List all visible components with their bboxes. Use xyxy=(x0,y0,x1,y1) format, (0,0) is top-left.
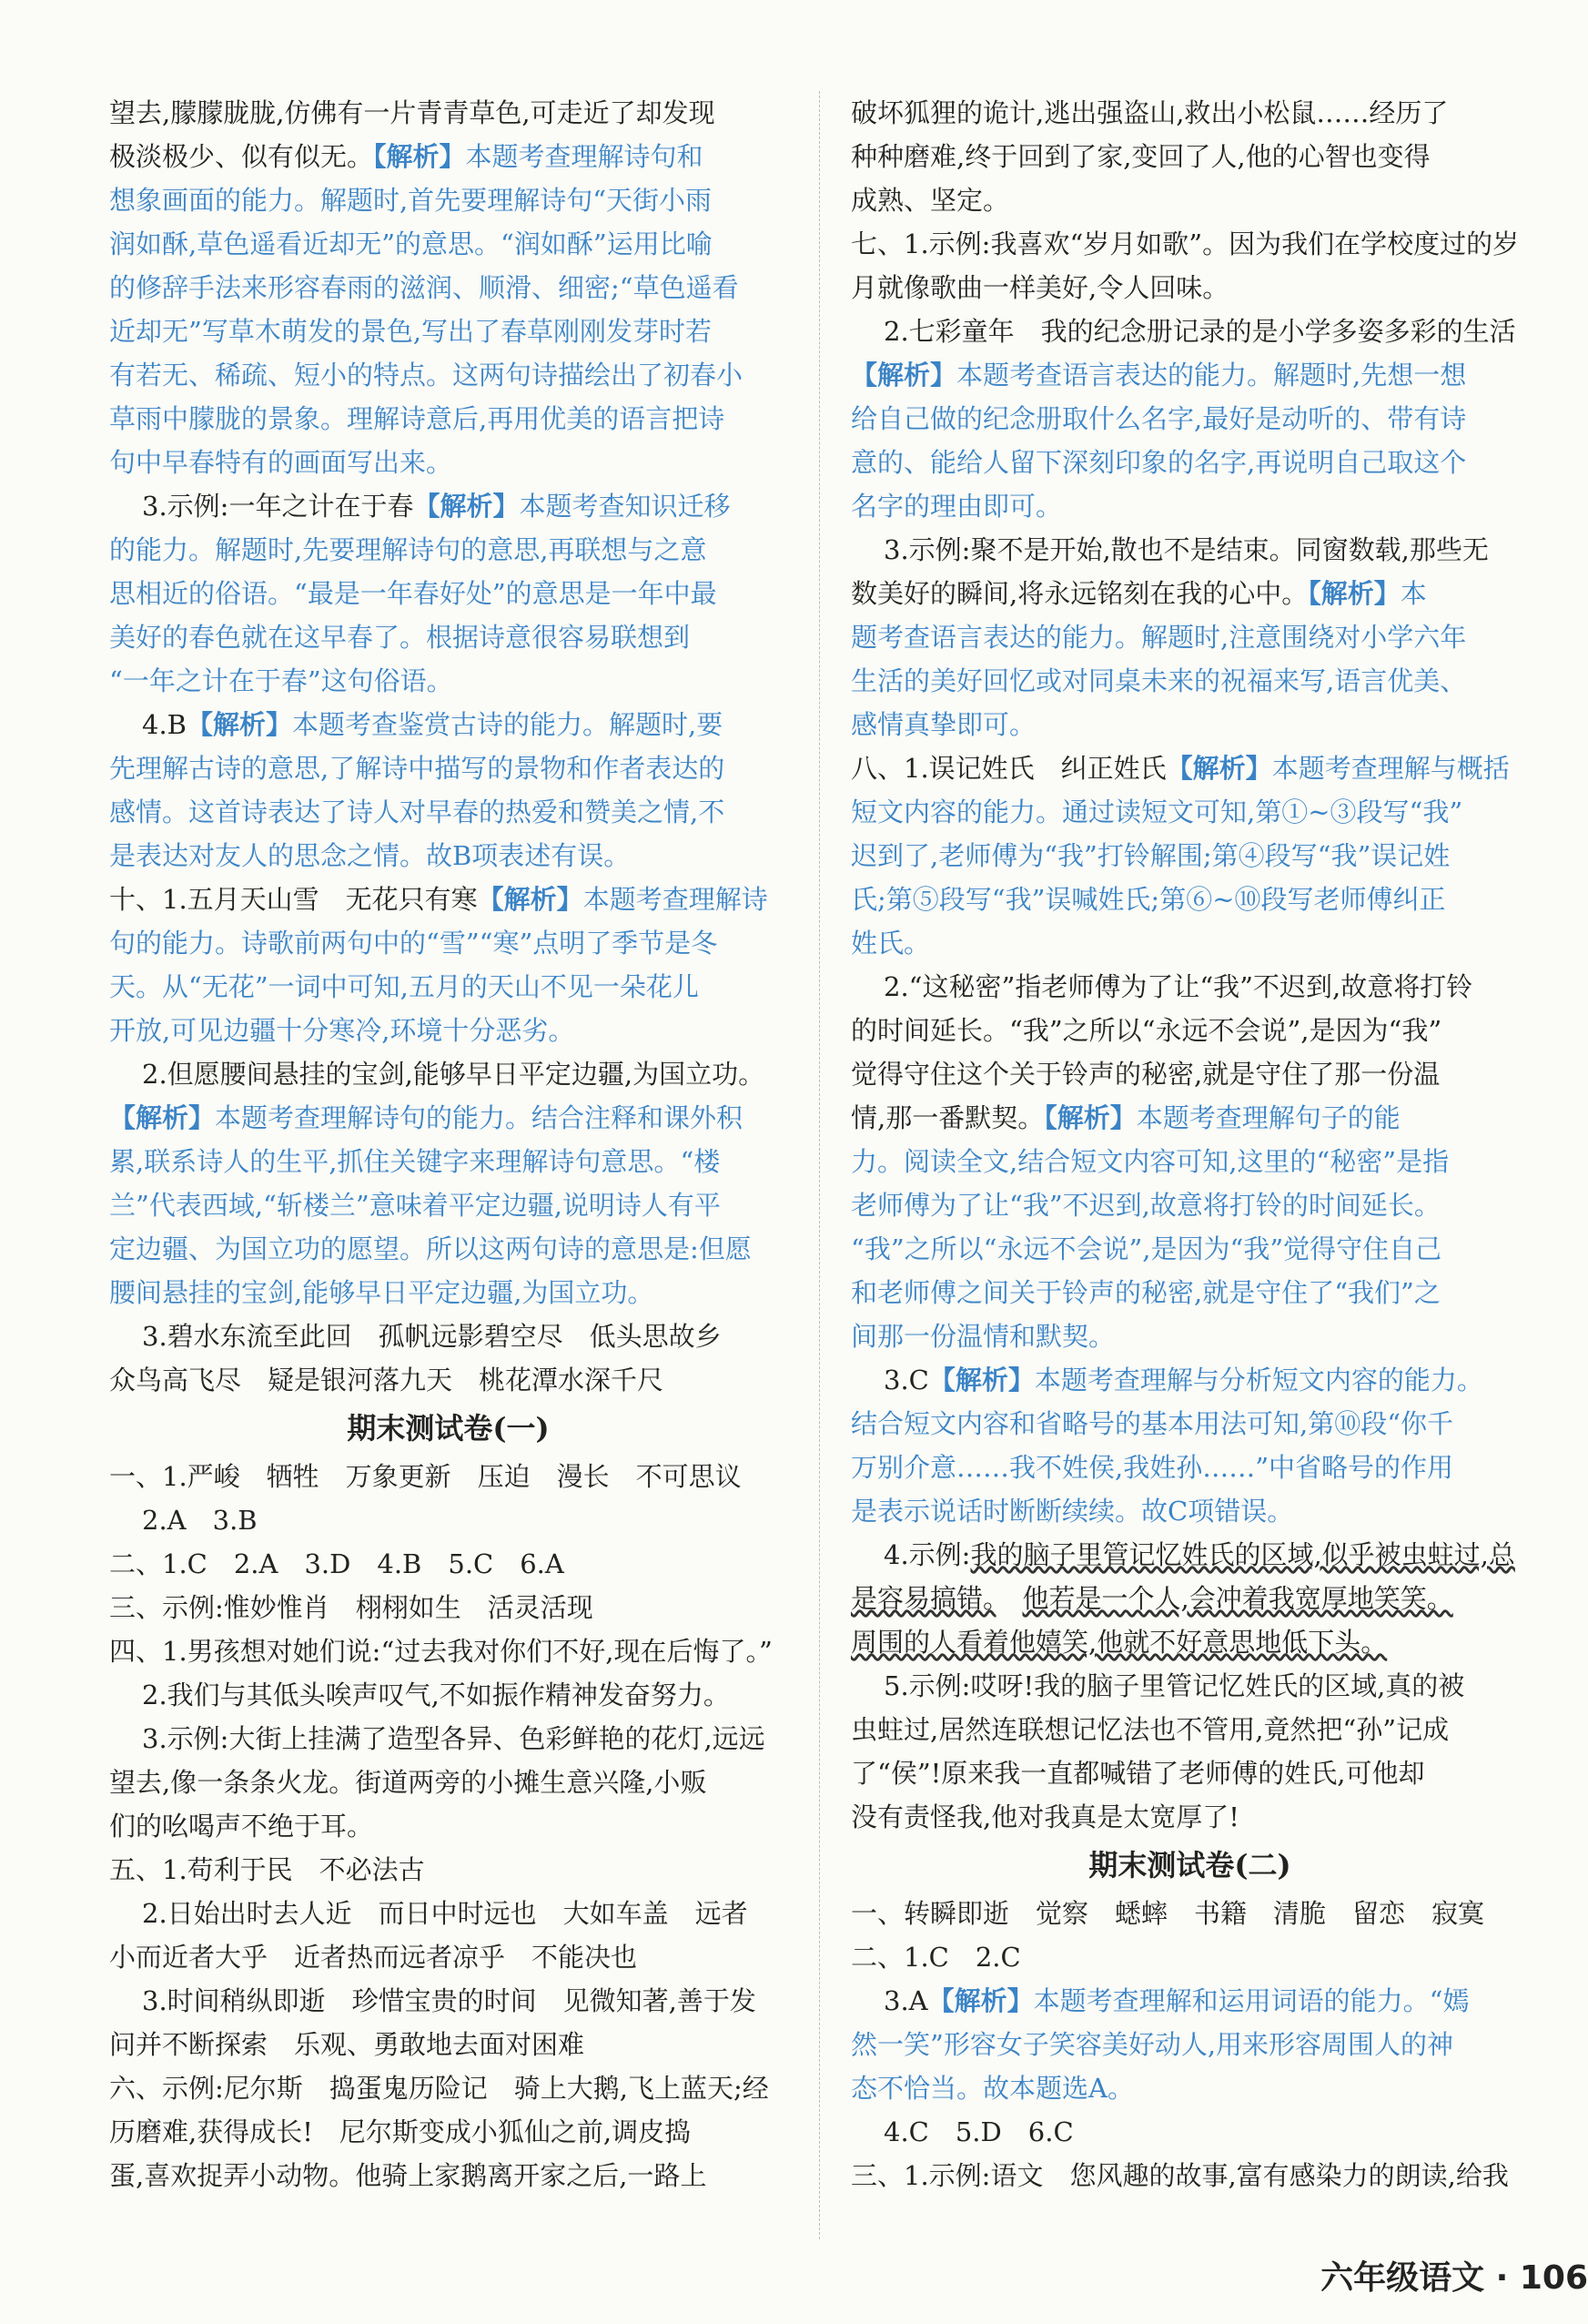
analysis-text: 本题考查理解和运用词语的能力。“嫣 xyxy=(1033,1985,1470,2016)
analysis-text: 有若无、稀疏、短小的特点。这两句诗描绘出了初春小 xyxy=(109,360,743,391)
underlined-text: 是容易搞错。 xyxy=(851,1583,996,1614)
text-line xyxy=(109,2110,787,2154)
analysis-text: 的修辞手法来形容春雨的滋润、顺滑、细密;“草色遥看 xyxy=(109,272,739,303)
text-line xyxy=(109,1629,787,1673)
text-line xyxy=(109,1271,787,1314)
analysis-text: 感情。这首诗表达了诗人对早春的热爱和赞美之情,不 xyxy=(109,797,725,827)
analysis-text: 态不恰当。故本题选A。 xyxy=(851,2073,1134,2104)
analysis-text: 句中早春特有的画面写出来。 xyxy=(109,447,453,478)
text-line xyxy=(109,1848,787,1892)
answer-text: 了“侯”!原来我一直都喊错了老师傅的姓氏,可他却 xyxy=(851,1758,1425,1789)
analysis-text: 结合短文内容和省略号的基本用法可知,第⑩段“你千 xyxy=(851,1408,1454,1439)
text-line xyxy=(851,615,1529,659)
text-line xyxy=(109,1673,787,1717)
text-line xyxy=(851,1577,1529,1620)
right-column xyxy=(851,91,1529,2197)
answer-text: 们的吆喝声不绝于耳。 xyxy=(109,1811,374,1842)
analysis-text: 本题考查理解句子的能 xyxy=(1136,1102,1401,1133)
text-line xyxy=(109,1542,787,1586)
text-line xyxy=(851,1935,1529,1979)
text-line xyxy=(109,790,787,834)
answer-text: 2.A 3.B xyxy=(142,1505,258,1536)
text-line xyxy=(851,1183,1529,1227)
text-line xyxy=(109,91,787,135)
answer-text: 种种磨难,终于回到了家,变回了人,他的心智也变得 xyxy=(851,141,1431,172)
text-line xyxy=(851,441,1529,484)
answer-text: 蛋,喜欢捉弄小动物。他骑上家鹅离开家之后,一路上 xyxy=(109,2160,707,2191)
analysis-text: 感情真挚即可。 xyxy=(851,709,1037,740)
answer-text xyxy=(996,1583,1023,1614)
answer-text: 八、1.误记姓氏 纠正姓氏 xyxy=(851,753,1167,784)
text-line xyxy=(851,746,1529,790)
text-line xyxy=(109,1096,787,1140)
answer-text: 虫蛀过,居然连联想记忆法也不管用,竟然把“孙”记成 xyxy=(851,1714,1450,1745)
answer-text: 七、1.示例:我喜欢“岁月如歌”。因为我们在学校度过的岁 xyxy=(851,228,1520,259)
answer-text: 成熟、坚定。 xyxy=(851,185,1010,216)
text-line xyxy=(851,1751,1529,1795)
analysis-text: 草雨中朦胧的景象。理解诗意后,再用优美的语言把诗 xyxy=(109,403,725,434)
answer-text: 数美好的瞬间,将永远铭刻在我的心中。 xyxy=(851,578,1309,609)
answer-text: 望去,朦朦胧胧,仿佛有一片青青草色,可走近了却发现 xyxy=(109,97,715,128)
text-line xyxy=(109,1183,787,1227)
analysis-text: 间那一份温情和默契。 xyxy=(851,1321,1116,1352)
analysis-text: 迟到了,老师傅为“我”打铃解围;第④段写“我”误记姓 xyxy=(851,840,1451,871)
text-line xyxy=(851,703,1529,746)
text-line xyxy=(109,615,787,659)
analysis-text: 思相近的俗语。“最是一年春好处”的意思是一年中最 xyxy=(109,578,717,609)
text-line xyxy=(851,878,1529,921)
analysis-text: 是表示说话时断断续续。故C项错误。 xyxy=(851,1496,1294,1527)
answer-text: 3.示例:聚不是开始,散也不是结束。同窗数载,那些无 xyxy=(884,534,1489,565)
text-line xyxy=(109,353,787,397)
text-line xyxy=(109,1761,787,1804)
answer-text: 三、1.示例:语文 您风趣的故事,富有感染力的朗读,给我 xyxy=(851,2160,1509,2191)
analysis-text: 本题考查理解与概括 xyxy=(1271,753,1510,784)
analysis-text: 和老师傅之间关于铃声的秘密,就是守住了“我们”之 xyxy=(851,1277,1441,1308)
answer-text: 六、示例:尼尔斯 捣蛋鬼历险记 骑上大鹅,飞上蓝天;经 xyxy=(109,2073,769,2104)
analysis-text: 累,联系诗人的生平,抓住关键字来理解诗句意思。“楼 xyxy=(109,1146,721,1177)
answer-text: 三、示例:惟妙惟肖 栩栩如生 活灵活现 xyxy=(109,1592,593,1623)
text-line xyxy=(109,703,787,746)
analysis-text: 短文内容的能力。通过读短文可知,第①~③段写“我” xyxy=(851,797,1463,827)
text-line xyxy=(851,1009,1529,1052)
text-line xyxy=(109,2154,787,2197)
page-footer: 六年级语文 · 106 xyxy=(1320,2259,1588,2297)
column-divider xyxy=(819,91,820,2239)
left-column xyxy=(109,91,787,2197)
answer-text: 3.碧水东流至此回 孤帆远影碧空尽 低头思故乡 xyxy=(142,1321,722,1352)
text-line xyxy=(109,266,787,310)
text-line xyxy=(109,1717,787,1761)
text-line xyxy=(851,1271,1529,1314)
analysis-tag: 【解析】 xyxy=(851,360,957,391)
section-title: 期末测试卷(二) xyxy=(1088,1848,1291,1883)
answer-text: 十、1.五月天山雪 无花只有寒 xyxy=(109,884,478,915)
text-line xyxy=(109,1358,787,1402)
text-line xyxy=(851,834,1529,878)
text-line xyxy=(109,2066,787,2110)
text-line xyxy=(109,1052,787,1096)
analysis-text: 定边疆、为国立功的愿望。所以这两句诗的意思是:但愿 xyxy=(109,1233,752,1264)
text-line xyxy=(851,2154,1529,2197)
answer-text: 2.“这秘密”指老师傅为了让“我”不迟到,故意将打铃 xyxy=(884,971,1473,1002)
text-line xyxy=(851,178,1529,222)
analysis-text: 题考查语言表达的能力。解题时,注意围绕对小学六年 xyxy=(851,622,1467,653)
text-line xyxy=(109,441,787,484)
answer-text: 五、1.苟利于民 不必法古 xyxy=(109,1854,425,1885)
answer-text: 众鸟高飞尽 疑是银河落九天 桃花潭水深千尺 xyxy=(109,1365,664,1395)
text-line xyxy=(109,2023,787,2066)
text-line xyxy=(851,1979,1529,2023)
text-line xyxy=(851,397,1529,441)
analysis-text: 氏;第⑤段写“我”误喊姓氏;第⑥~⑩段写老师傅纠正 xyxy=(851,884,1446,915)
analysis-tag: 【解析】 xyxy=(1308,578,1401,609)
text-line xyxy=(851,1402,1529,1446)
text-line xyxy=(109,1140,787,1183)
analysis-text: 本题考查理解诗 xyxy=(582,884,768,915)
text-line xyxy=(109,921,787,965)
analysis-text: 本题考查理解诗句和 xyxy=(465,141,703,172)
answer-text: 极淡极少、似有似无。 xyxy=(109,141,374,172)
answer-text: 小而近者大乎 近者热而远者凉乎 不能决也 xyxy=(109,1942,638,1973)
analysis-tag: 【解析】 xyxy=(1044,1102,1137,1133)
answer-text: 5.示例:哎呀!我的脑子里管记忆姓氏的区域,真的被 xyxy=(884,1670,1465,1701)
answer-text: 的时间延长。“我”之所以“永远不会说”,是因为“我” xyxy=(851,1015,1442,1046)
answer-text: 2.我们与其低头唉声叹气,不如振作精神发奋努力。 xyxy=(142,1680,730,1710)
answer-text: 2.但愿腰间悬挂的宝剑,能够早日平定边疆,为国立功。 xyxy=(142,1059,765,1090)
text-line xyxy=(851,921,1529,965)
analysis-text: 开放,可见边疆十分寒冷,环境十分恶劣。 xyxy=(109,1015,575,1046)
analysis-text: 想象画面的能力。解题时,首先要理解诗句“天街小雨 xyxy=(109,185,713,216)
analysis-text: 润如酥,草色遥看近却无”的意思。“润如酥”运用比喻 xyxy=(109,228,713,259)
analysis-text: 腰间悬挂的宝剑,能够早日平定边疆,为国立功。 xyxy=(109,1277,654,1308)
analysis-text: 本题考查语言表达的能力。解题时,先想一想 xyxy=(956,360,1467,391)
analysis-tag: 【解析】 xyxy=(1166,753,1272,784)
analysis-text: 生活的美好回忆或对同桌未来的祝福来写,语言优美、 xyxy=(851,665,1467,696)
text-line xyxy=(109,965,787,1009)
text-line xyxy=(851,790,1529,834)
text-line xyxy=(851,659,1529,703)
text-line xyxy=(109,1935,787,1979)
text-line xyxy=(851,1227,1529,1271)
analysis-text: 老师傅为了让“我”不迟到,故意将打铃的时间延长。 xyxy=(851,1190,1441,1221)
analysis-text: 的能力。解题时,先要理解诗句的意思,再联想与之意 xyxy=(109,534,707,565)
text-line xyxy=(851,2066,1529,2110)
analysis-tag: 【解析】 xyxy=(477,884,583,915)
analysis-text: 然一笑”形容女子笑容美好动人,用来形容周围人的神 xyxy=(851,2029,1454,2060)
analysis-text: 姓氏。 xyxy=(851,928,931,959)
analysis-text: 给自己做的纪念册取什么名字,最好是动听的、带有诗 xyxy=(851,403,1467,434)
underlined-text: 我的脑子里管记忆姓氏的区域,似乎被虫蛀过,总 xyxy=(970,1539,1515,1570)
answer-text: 望去,像一条条火龙。街道两旁的小摊生意兴隆,小贩 xyxy=(109,1767,707,1798)
text-line xyxy=(109,484,787,528)
answer-text: 4.C 5.D 6.C xyxy=(884,2116,1074,2147)
analysis-tag: 【解析】 xyxy=(373,141,466,172)
analysis-text: 美好的春色就在这早春了。根据诗意很容易联想到 xyxy=(109,622,691,653)
text-line xyxy=(851,1489,1529,1533)
text-line xyxy=(851,135,1529,178)
answer-text: 2.日始出时去人近 而日中时远也 大如车盖 远者 xyxy=(142,1898,748,1929)
analysis-text: 天。从“无花”一词中可知,五月的天山不见一朵花儿 xyxy=(109,971,699,1002)
text-line xyxy=(851,222,1529,266)
text-line xyxy=(851,2110,1529,2154)
underlined-text: 他若是一个人,会冲着我宽厚地笑笑。 xyxy=(1022,1583,1453,1614)
text-line xyxy=(851,2023,1529,2066)
text-line xyxy=(851,1358,1529,1402)
text-line xyxy=(851,1314,1529,1358)
analysis-text: 近却无”写草木萌发的景色,写出了春草刚刚发芽时若 xyxy=(109,316,713,347)
text-line xyxy=(109,1314,787,1358)
text-line xyxy=(109,1009,787,1052)
text-line xyxy=(109,1586,787,1629)
text-line xyxy=(851,91,1529,135)
answer-text: 没有责怪我,他对我真是太宽厚了! xyxy=(851,1801,1239,1832)
analysis-text: 本 xyxy=(1400,578,1427,609)
underlined-text: 周围的人看着他嬉笑,他就不好意思地低下头。 xyxy=(851,1627,1388,1658)
answer-text: 二、1.C 2.C xyxy=(851,1942,1021,1973)
text-line xyxy=(851,1446,1529,1489)
analysis-tag: 【解析】 xyxy=(186,709,292,740)
text-line xyxy=(851,1140,1529,1183)
text-line xyxy=(109,1227,787,1271)
answer-text: 3.C xyxy=(884,1365,929,1395)
answer-text: 月就像歌曲一样美好,令人回味。 xyxy=(851,272,1229,303)
text-line xyxy=(109,1498,787,1542)
analysis-text: 万别介意……我不姓侯,我姓孙……”中省略号的作用 xyxy=(851,1452,1454,1483)
answer-text: 一、转瞬即逝 觉察 蟋蟀 书籍 清脆 留恋 寂寞 xyxy=(851,1898,1485,1929)
text-line xyxy=(851,572,1529,615)
analysis-tag: 【解析】 xyxy=(928,1365,1035,1395)
text-line xyxy=(851,1533,1529,1577)
text-line xyxy=(109,878,787,921)
answer-text: 二、1.C 2.A 3.D 4.B 5.C 6.A xyxy=(109,1548,564,1579)
text-line xyxy=(851,1096,1529,1140)
answer-text: 历磨难,获得成长! 尼尔斯变成小狐仙之前,调皮捣 xyxy=(109,2116,692,2147)
answer-text: 3.示例:大街上挂满了造型各异、色彩鲜艳的花灯,远远 xyxy=(142,1723,765,1754)
text-line xyxy=(851,1052,1529,1096)
answer-text: 一、1.严峻 牺牲 万象更新 压迫 漫长 不可思议 xyxy=(109,1461,742,1492)
analysis-text: 力。阅读全文,结合短文内容可知,这里的“秘密”是指 xyxy=(851,1146,1450,1177)
text-line xyxy=(109,310,787,353)
text-line xyxy=(109,1455,787,1498)
answer-text: 情,那一番默契。 xyxy=(851,1102,1045,1133)
text-line xyxy=(851,353,1529,397)
text-line xyxy=(851,266,1529,310)
analysis-text: 先理解古诗的意思,了解诗中描写的景物和作者表达的 xyxy=(109,753,725,784)
text-line xyxy=(851,1708,1529,1751)
analysis-text: 本题考查理解与分析短文内容的能力。 xyxy=(1034,1365,1483,1395)
text-line xyxy=(109,397,787,441)
analysis-tag: 【解析】 xyxy=(927,1985,1034,2016)
answer-text: 破坏狐狸的诡计,逃出强盗山,救出小松鼠……经历了 xyxy=(851,97,1449,128)
text-line xyxy=(851,1892,1529,1935)
analysis-text: 本题考查知识迁移 xyxy=(519,491,731,522)
analysis-tag: 【解析】 xyxy=(413,491,520,522)
answer-text: 4.示例: xyxy=(884,1539,971,1570)
text-line xyxy=(109,178,787,222)
text-line xyxy=(109,135,787,178)
answer-text: 觉得守住这个关于铃声的秘密,就是守住了那一份温 xyxy=(851,1059,1441,1090)
section-title: 期末测试卷(一) xyxy=(347,1411,550,1446)
analysis-text: “我”之所以“永远不会说”,是因为“我”觉得守住自己 xyxy=(851,1233,1442,1264)
analysis-text: 意的、能给人留下深刻印象的名字,再说明自己取这个 xyxy=(851,447,1467,478)
text-line xyxy=(109,528,787,572)
analysis-text: 名字的理由即可。 xyxy=(851,491,1063,522)
text-line xyxy=(851,1620,1529,1664)
text-line xyxy=(851,1795,1529,1839)
analysis-text: 本题考查鉴赏古诗的能力。解题时,要 xyxy=(292,709,723,740)
text-line xyxy=(109,834,787,878)
answer-text: 3.示例:一年之计在于春 xyxy=(142,491,414,522)
text-line xyxy=(109,222,787,266)
answer-text: 3.A xyxy=(884,1985,928,2016)
text-line xyxy=(109,659,787,703)
text-line xyxy=(109,746,787,790)
analysis-text: 句的能力。诗歌前两句中的“雪”“寒”点明了季节是冬 xyxy=(109,928,718,959)
answer-text: 3.时间稍纵即逝 珍惜宝贵的时间 见微知著,善于发 xyxy=(142,1985,756,2016)
answer-text: 问并不断探索 乐观、勇敢地去面对困难 xyxy=(109,2029,585,2060)
text-line xyxy=(109,1804,787,1848)
answer-text: 四、1.男孩想对她们说:“过去我对你们不好,现在后悔了。” xyxy=(109,1636,773,1667)
text-line xyxy=(851,965,1529,1009)
analysis-text: 本题考查理解诗句的能力。结合注释和课外积 xyxy=(215,1102,743,1133)
analysis-text: 兰”代表西域,“斩楼兰”意味着平定边疆,说明诗人有平 xyxy=(109,1190,721,1221)
text-line xyxy=(109,1892,787,1935)
text-line xyxy=(109,1979,787,2023)
answer-text: 4.B xyxy=(142,709,187,740)
text-line xyxy=(851,310,1529,353)
text-line xyxy=(109,572,787,615)
text-line xyxy=(851,1664,1529,1708)
analysis-text: 是表达对友人的思念之情。故B项表述有误。 xyxy=(109,840,631,871)
analysis-text: “一年之计在于春”这句俗语。 xyxy=(109,665,453,696)
text-line xyxy=(851,484,1529,528)
analysis-tag: 【解析】 xyxy=(109,1102,216,1133)
answer-text: 2.七彩童年 我的纪念册记录的是小学多姿多彩的生活 xyxy=(884,316,1516,347)
text-line xyxy=(851,528,1529,572)
